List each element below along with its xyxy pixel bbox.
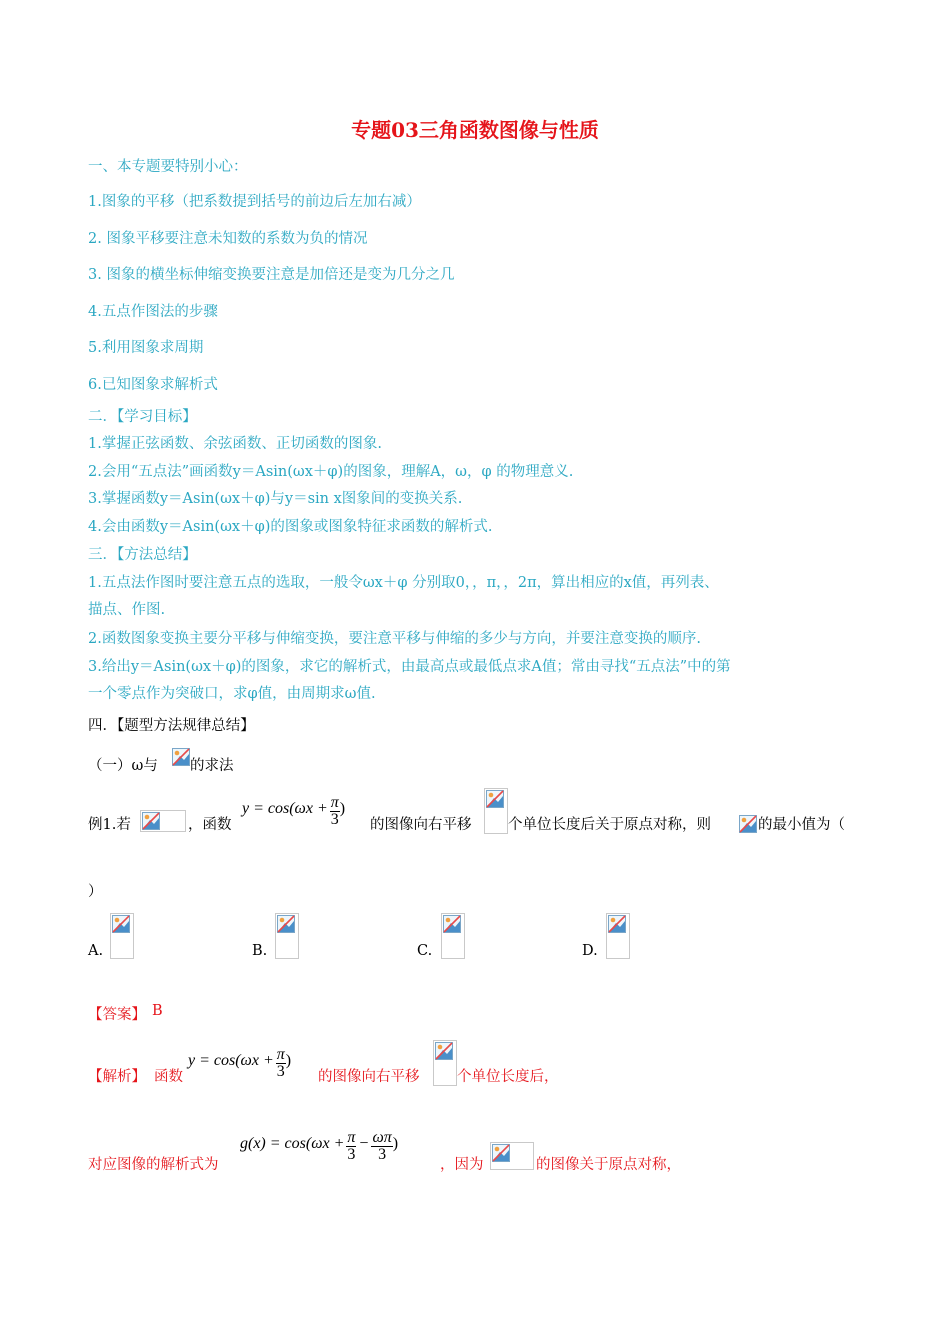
- math-image-placeholder: [433, 1040, 457, 1086]
- function-formula: [242, 795, 345, 839]
- g-function-formula: [240, 1130, 398, 1176]
- g-formula-lhs: g(x) = cos(ωx +: [240, 1135, 345, 1153]
- section3-heading: 三．【方法总结】: [88, 547, 197, 563]
- section1-item: 4.五点作图法的步骤: [88, 304, 218, 320]
- answer-label: 【答案】: [88, 1007, 146, 1023]
- g-formula-wpi: ωπ: [372, 1129, 392, 1146]
- example-comma: ，函数: [188, 817, 232, 833]
- g-formula-paren: ): [392, 1135, 399, 1153]
- subsection-post: 的求法: [190, 758, 234, 774]
- option-a-image: [110, 913, 134, 959]
- analysis-sym: 的图像关于原点对称，: [536, 1157, 681, 1173]
- answer-value: B: [152, 1003, 163, 1019]
- section2-item: 2.会用“五点法”画函数y＝Asin(ωx＋φ)的图象，理解A，ω，φ 的物理意义.: [88, 464, 574, 480]
- section1-item: 6.已知图象求解析式: [88, 377, 218, 393]
- example-prefix: 例1.若: [88, 817, 131, 833]
- section1-item: 1.图象的平移（把系数提到括号的前边后左加右减）: [88, 194, 421, 210]
- image-placeholder-icon: [739, 815, 757, 837]
- option-d-image: [606, 913, 630, 959]
- math-image-placeholder: [484, 788, 508, 834]
- section3-item: 描点、作图.: [88, 602, 166, 618]
- formula-paren: ): [285, 1052, 292, 1070]
- example-shift: 的图像向右平移: [370, 817, 472, 833]
- subsection-pre: （一）ω与: [88, 758, 158, 774]
- example-close: ）: [88, 884, 103, 900]
- analysis-line2: 对应图像的解析式为: [88, 1157, 219, 1173]
- section3-item: 1.五点法作图时要注意五点的选取，一般令ωx＋φ 分别取0，，π，，2π，算出相应的x值，再列表、: [88, 575, 719, 591]
- formula-lhs: y = cos(ωx +: [188, 1052, 274, 1070]
- analysis-shift: 的图像向右平移: [318, 1069, 420, 1085]
- section2-item: 1.掌握正弦函数、余弦函数、正切函数的图象.: [88, 436, 382, 452]
- section2-heading: 二．【学习目标】: [88, 409, 197, 425]
- formula-paren: ): [339, 800, 346, 818]
- formula-lhs: y = cos(ωx +: [242, 800, 328, 818]
- formula-pi: π: [276, 1046, 285, 1063]
- option-b-image: [275, 913, 299, 959]
- option-c-label: C.: [417, 943, 433, 959]
- g-formula-three: 3: [347, 1146, 356, 1163]
- page-title: 专题03三角函数图像与性质: [351, 118, 599, 142]
- section3-item: 2.函数图象变换主要分平移与伸缩变换，要注意平移与伸缩的多少与方向，并要注意变换的顺序.: [88, 631, 701, 647]
- g-formula-minus: −: [359, 1135, 369, 1153]
- math-image-placeholder: [490, 1142, 534, 1170]
- section3-item: 一个零点作为突破口，求φ值，由周期求ω值.: [88, 686, 376, 702]
- option-c-image: [441, 913, 465, 959]
- option-b-label: B.: [252, 943, 268, 959]
- section1-item: 2. 图象平移要注意未知数的系数为负的情况: [88, 231, 368, 247]
- analysis-label: 【解析】: [88, 1069, 146, 1085]
- analysis-text: 函数: [154, 1069, 183, 1085]
- analysis-unit: 个单位长度后，: [457, 1069, 559, 1085]
- formula-pi: π: [330, 794, 339, 811]
- option-a-label: A.: [88, 943, 104, 959]
- section1-item: 5.利用图象求周期: [88, 340, 204, 356]
- section4-heading: 四．【题型方法规律总结】: [88, 718, 255, 734]
- section1-heading: 一、本专题要特别小心：: [88, 159, 248, 175]
- section2-item: 4.会由函数y＝Asin(ωx＋φ)的图象或图象特征求函数的解析式.: [88, 519, 493, 535]
- formula-three: 3: [276, 1063, 285, 1080]
- g-formula-pi: π: [347, 1129, 356, 1146]
- section3-item: 3.给出y＝Asin(ωx＋φ)的图象，求它的解析式，由最高点或最低点求A值；常由寻找“五点法”中的第: [88, 659, 731, 675]
- formula-three: 3: [330, 811, 339, 828]
- g-formula-three2: 3: [378, 1146, 387, 1163]
- example-min: 的最小值为（: [758, 817, 845, 833]
- option-d-label: D.: [582, 943, 598, 959]
- math-image-placeholder: [140, 810, 186, 832]
- section1-item: 3. 图象的横坐标伸缩变换要注意是加倍还是变为几分之几: [88, 267, 455, 283]
- analysis-because: ，因为: [440, 1157, 484, 1173]
- analysis-function-formula: [188, 1047, 291, 1091]
- example-unit: 个单位长度后关于原点对称，则: [508, 817, 711, 833]
- image-placeholder-icon: [172, 748, 190, 770]
- section2-item: 3.掌握函数y＝Asin(ωx＋φ)与y＝sin x图象间的变换关系.: [88, 491, 463, 507]
